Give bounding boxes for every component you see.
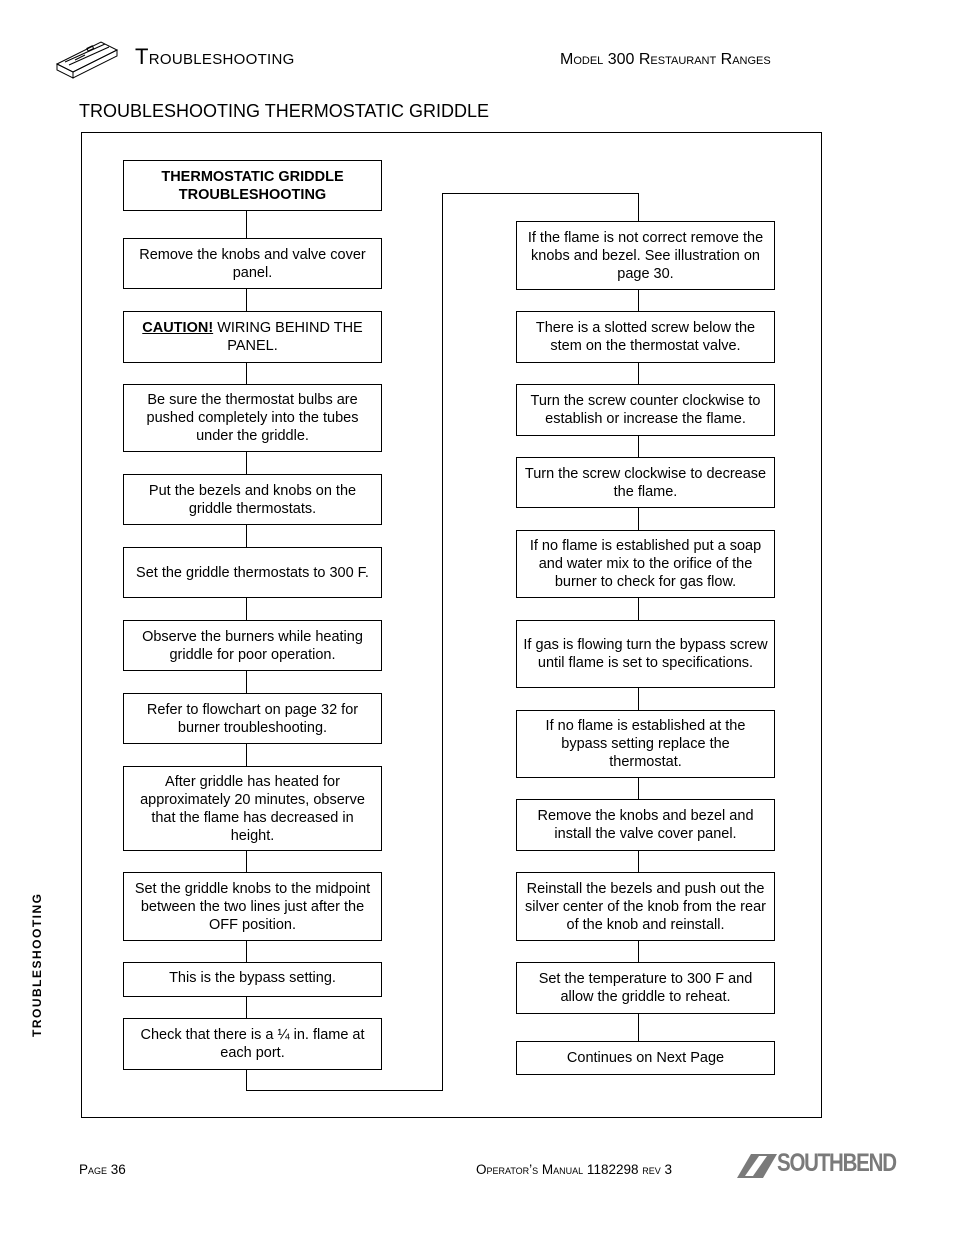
flowchart-step [123,766,382,851]
step-text: There is a slotted screw below the stem on the thermostat valve. [535,320,756,354]
step-text: THERMOSTATIC GRIDDLE TROUBLESHOOTING [161,168,344,203]
connector [638,940,639,962]
southbend-logo [737,1150,903,1180]
step-text: Continues on Next Page [566,1050,725,1066]
flowchart-step [516,710,775,778]
connector [246,1069,247,1091]
connector [638,597,639,620]
step-text: If no flame is established put a soap and water mix to the orifice of the burner to check for gas flow. [529,538,762,590]
step-text: Set the griddle thermostats to 300 F. [136,564,369,581]
griddle-icon [55,38,121,80]
header-model: Model 300 Restaurant Ranges [560,51,771,68]
step-text: Observe the burners while heating griddle for poor operation. [142,628,363,663]
flowchart-step [516,457,775,508]
step-text: Turn the screw counter clockwise to establish or increase the flame. [530,393,761,427]
flowchart-step [516,530,775,598]
flowchart-step [516,962,775,1014]
connector [638,507,639,530]
flowchart-step [516,620,775,688]
connector [246,362,247,384]
caution-label: CAUTION! [142,320,214,336]
header-title: Troubleshooting [135,44,295,69]
connector [246,940,247,962]
caution-box [123,311,382,363]
manual-reference: Operator’s Manual 1182298 rev 3 [476,1162,673,1177]
flowchart-step [123,238,382,289]
connector [442,193,443,1091]
flowchart-step [123,962,382,997]
connector [246,850,247,872]
connector [246,288,247,311]
step-text: If the flame is not correct remove the knobs and bezel. See illustration on page 30. [527,229,764,282]
flowchart-step [123,872,382,941]
flowchart-step [516,311,775,363]
connector [246,451,247,474]
connector [638,289,639,311]
connector [638,362,639,384]
flowchart-step [123,384,382,452]
connector [638,1013,639,1041]
connector [246,996,247,1018]
connector [246,210,247,238]
brand-name: SOUTHBEND [777,1149,896,1177]
connector [638,435,639,457]
step-text: Set the temperature to 300 F and allow the griddle to reheat. [538,971,753,1005]
step-text: Remove the knobs and valve cover panel. [139,246,366,281]
step-text: If no flame is established at the bypass setting replace the thermostat. [545,718,746,770]
step-text: Check that there is a ¼ in. flame at each port. [140,1027,365,1061]
connector [638,777,639,799]
connector [246,1090,443,1091]
step-text: If gas is flowing turn the bypass screw until flame is set to specifications. [523,637,768,671]
page-number: Page 36 [79,1162,126,1177]
flowchart-step [516,872,775,941]
flowchart-step [123,547,382,598]
connector [638,687,639,710]
caution-text: WIRING BEHIND THE PANEL. [217,320,363,354]
flowchart-step [123,1018,382,1070]
flowchart-step [516,799,775,851]
flowchart-step [123,693,382,744]
flowchart-title-box [123,160,382,211]
step-text: Put the bezels and knobs on the griddle thermostats. [148,482,357,517]
step-text: After griddle has heated for approximately 20 minutes, observe that the flame has decreased in height. [140,773,365,844]
step-text [130,319,375,355]
step-text: Remove the knobs and bezel and install the valve cover panel. [537,808,754,842]
step-text: This is the bypass setting. [169,970,336,986]
section-title: TROUBLESHOOTING THERMOSTATIC GRIDDLE [79,101,490,121]
connector [246,524,247,547]
connector [246,743,247,766]
side-label: TROUBLESHOOTING [30,892,44,1037]
connector [638,193,639,221]
flowchart-step [516,221,775,290]
connector [246,670,247,693]
connector [246,597,247,620]
step-text: Be sure the thermostat bulbs are pushed completely into the tubes under the griddle. [146,392,359,444]
step-text: Refer to flowchart on page 32 for burner troubleshooting. [146,701,359,736]
flowchart-step [123,474,382,525]
step-text: Reinstall the bezels and push out the silver center of the knob from the rear of the knob and reinstall. [525,880,766,933]
flowchart-step [516,384,775,436]
continues-box [516,1041,775,1075]
connector [442,193,639,194]
flowchart-step [123,620,382,671]
step-text: Set the griddle knobs to the midpoint between the two lines just after the OFF position. [134,880,371,933]
connector [638,850,639,872]
step-text: Turn the screw clockwise to decrease the flame. [524,465,767,500]
